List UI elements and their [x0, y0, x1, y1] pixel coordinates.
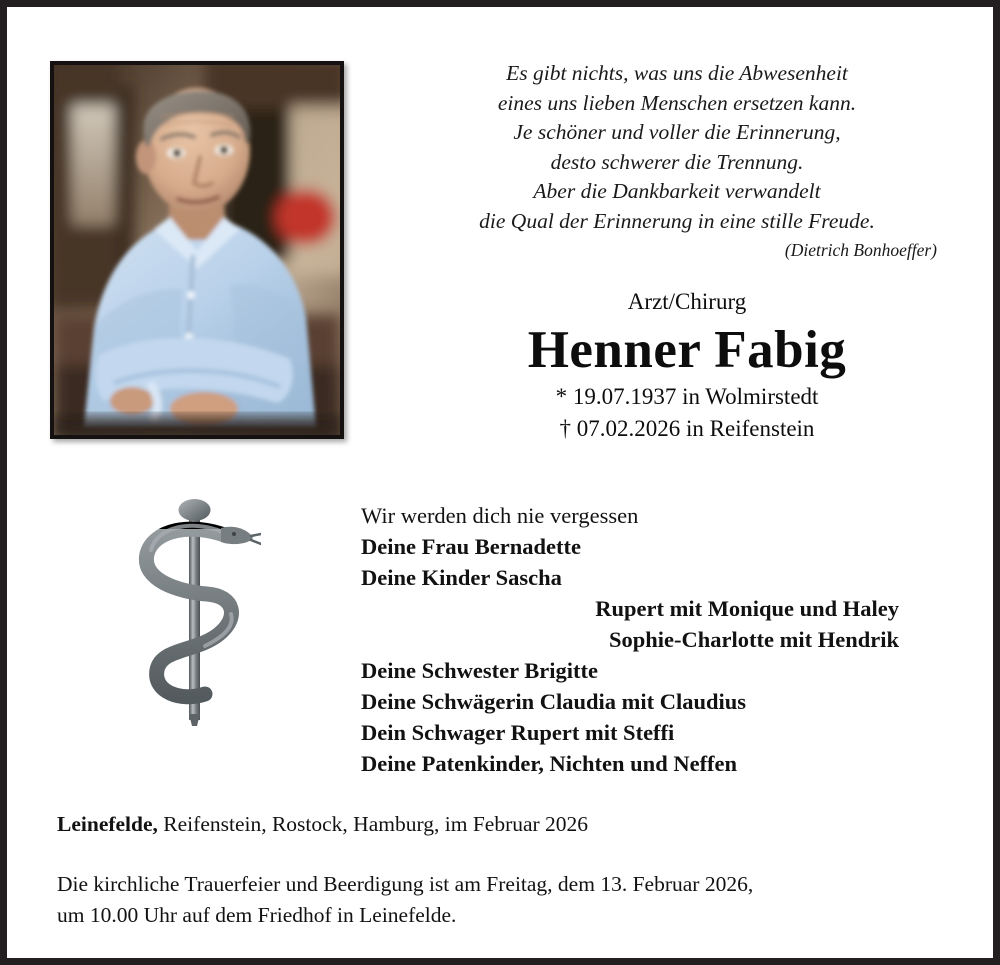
mourner-entry: Deine Frau Bernadette — [361, 534, 581, 559]
deceased-identity — [427, 287, 947, 445]
poem-line: Es gibt nichts, was uns die Abwesenheit — [506, 61, 848, 85]
service-line: Die kirchliche Trauerfeier und Beerdigung ist am Freitag, dem 13. Februar 2026, — [57, 872, 754, 896]
funeral-service-details — [57, 869, 947, 931]
mourner-entry: Deine Schwägerin Claudia mit Claudius — [361, 689, 747, 714]
mourner-entry: Deine Schwester Brigitte — [361, 658, 599, 683]
mourner-entry: Deine Kinder Sascha — [361, 565, 562, 590]
profession-label: Arzt/Chirurg — [627, 289, 747, 314]
poem-attribution: (Dietrich Bonhoeffer) — [784, 240, 937, 260]
aesculapian-staff-graphic — [135, 488, 261, 728]
places-remainder: Reifenstein, Rostock, Hamburg, im Februar 2026 — [157, 812, 589, 836]
memorial-poem — [415, 59, 939, 264]
poem-line: Je schöner und voller die Erinnerung, — [513, 120, 841, 144]
birth-date: * 19.07.1937 in Wolmirstedt — [555, 384, 819, 409]
mourners-list — [361, 500, 899, 779]
service-line: um 10.00 Uhr auf dem Friedhof in Leinefelde. — [57, 903, 457, 927]
primary-city: Leinefelde, — [57, 812, 158, 836]
places-line — [57, 809, 947, 839]
portrait-photo-image — [54, 65, 340, 435]
aesculapian-staff-icon — [135, 488, 261, 728]
portrait-photo — [54, 65, 340, 435]
poem-line: eines uns lieben Menschen ersetzen kann. — [497, 90, 857, 115]
mourner-entry: Rupert mit Monique und Haley — [595, 596, 899, 621]
mourner-entry: Deine Patenkinder, Nichten und Neffen — [361, 751, 738, 776]
poem-line: die Qual der Erinnerung in eine stille Freude. — [479, 208, 875, 233]
portrait-photo-frame — [50, 61, 344, 439]
deceased-name: Henner Fabig — [527, 321, 847, 379]
mourners-intro: Wir werden dich nie vergessen — [361, 503, 639, 528]
poem-line: Aber die Dankbarkeit verwandelt — [533, 179, 821, 203]
death-date: † 07.02.2026 in Reifenstein — [559, 416, 815, 441]
mourner-entry: Sophie-Charlotte mit Hendrik — [609, 627, 899, 652]
poem-line: desto schwerer die Trennung. — [550, 149, 804, 174]
mourner-entry: Dein Schwager Rupert mit Steffi — [361, 720, 675, 745]
